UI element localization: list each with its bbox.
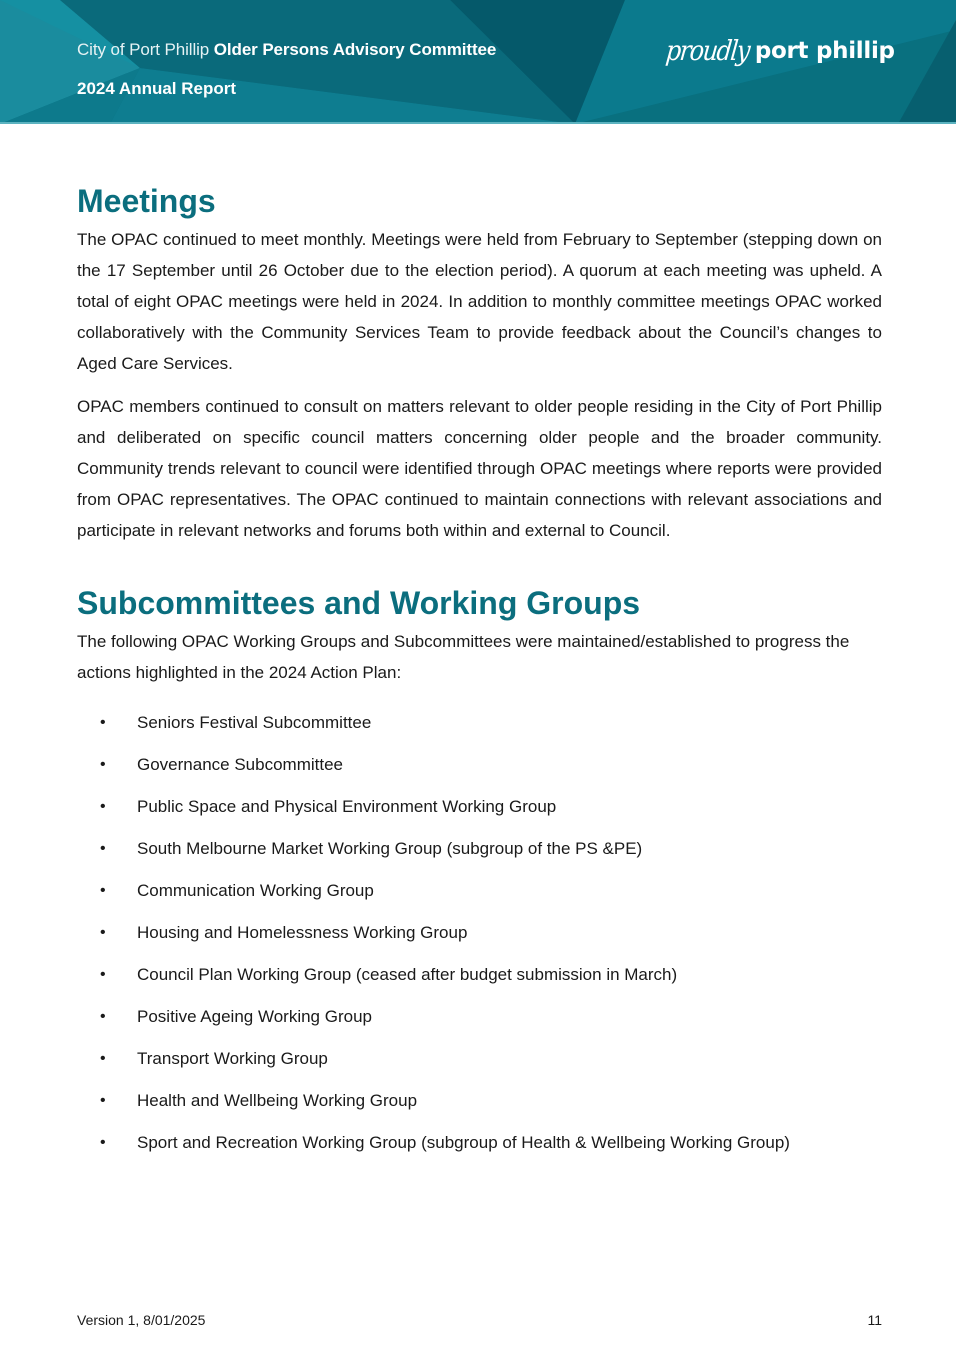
list-item-text: Communication Working Group (137, 881, 374, 900)
list-item (77, 1038, 882, 1080)
meetings-section (77, 178, 882, 546)
list-item-text: Health and Wellbeing Working Group (137, 1091, 418, 1110)
list-item (77, 1080, 882, 1122)
logo-script-text: proudly (664, 34, 751, 68)
list-item (77, 744, 882, 786)
list-item (77, 954, 882, 996)
meetings-paragraph-1: The OPAC continued to meet monthly. Meetings were held from February to September (stepping down on the 17 September until 26 October due to the election period). A quorum at each meeting was upheld. A total of eight OPAC meetings were held in 2024. In addition to monthly committee meetings OPAC worked collaboratively with the Community Services Team to provide feedback about the Council’s changes to Aged Care Services. (77, 230, 882, 373)
subcommittees-heading: Subcommittees and Working Groups (77, 585, 641, 621)
list-item-text: Positive Ageing Working Group (137, 1007, 372, 1026)
header-title (77, 40, 496, 60)
list-item (77, 870, 882, 912)
bullet-icon: • (100, 1092, 106, 1109)
bullet-icon: • (100, 1050, 106, 1067)
list-item-text: Sport and Recreation Working Group (subgroup of Health & Wellbeing Working Group) (137, 1133, 790, 1152)
bullet-icon: • (100, 1134, 106, 1151)
header-banner (0, 0, 956, 124)
list-item (77, 828, 882, 870)
meetings-heading: Meetings (77, 183, 216, 219)
list-item-text: Governance Subcommittee (137, 755, 343, 774)
bullet-icon: • (100, 882, 106, 899)
bullet-icon: • (100, 840, 106, 857)
subcommittees-section (77, 580, 882, 1164)
proudly-port-phillip-logo (666, 30, 895, 72)
bullet-icon: • (100, 966, 106, 983)
list-item-text: Transport Working Group (137, 1049, 328, 1068)
list-item (77, 912, 882, 954)
list-item-text: South Melbourne Market Working Group (subgroup of the PS &PE) (137, 839, 643, 858)
list-item (77, 996, 882, 1038)
header-org-prefix: City of Port Phillip (77, 40, 210, 59)
bullet-icon: • (100, 714, 106, 731)
logo-word-text: port phillip (754, 38, 895, 64)
footer-version: Version 1, 8/01/2025 (77, 1312, 206, 1328)
meetings-paragraph-2: OPAC members continued to consult on matters relevant to older people residing in the City of Port Phillip and deliberated on specific council matters concerning older people and the broader community. Community trends relevant to council were identified through OPAC meetings where reports were provided from OPAC representatives. The OPAC continued to maintain connections with relevant associations and participate in relevant networks and forums both within and external to Council. (77, 397, 882, 540)
list-item (77, 702, 882, 744)
bullet-icon: • (100, 924, 106, 941)
list-item-text: Housing and Homelessness Working Group (137, 923, 468, 942)
list-item (77, 1122, 882, 1164)
header-accent-line (0, 122, 956, 124)
working-groups-list (77, 702, 882, 1164)
subcommittees-intro: The following OPAC Working Groups and Subcommittees were maintained/established to progress the actions highlighted in the 2024 Action Plan: (77, 632, 850, 682)
bullet-icon: • (100, 756, 106, 773)
bullet-icon: • (100, 1008, 106, 1025)
page-number: 11 (867, 1312, 882, 1328)
list-item-text: Public Space and Physical Environment Working Group (137, 797, 557, 816)
bullet-icon: • (100, 798, 106, 815)
header-report-title: 2024 Annual Report (77, 79, 237, 98)
header-committee-name: Older Persons Advisory Committee (213, 40, 497, 59)
list-item-text: Council Plan Working Group (ceased after budget submission in March) (137, 965, 678, 984)
list-item (77, 786, 882, 828)
page-content (77, 178, 882, 1164)
list-item-text: Seniors Festival Subcommittee (137, 713, 372, 732)
